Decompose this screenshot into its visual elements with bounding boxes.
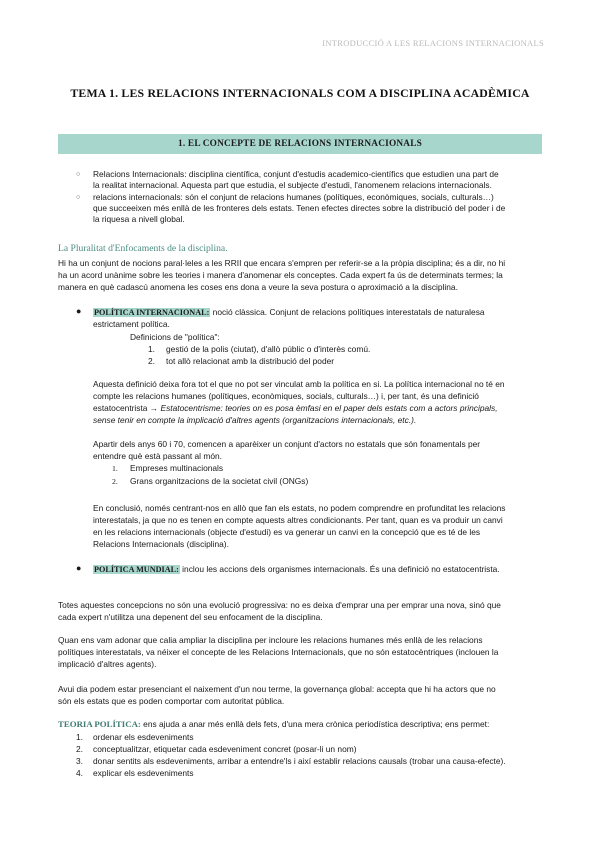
paragraph-line: Avui dia podem estar presenciant el naixement d'un nou terme, la governança global: accepta que hi ha actors que no xyxy=(58,684,496,694)
list-number: 2. xyxy=(112,477,118,486)
list-number: 1. xyxy=(112,464,118,473)
paragraph-line: manera en què cadascú anomena les coses ens dona a veure la seva postura o aproximació a la disciplina. xyxy=(58,282,458,292)
list-number: 1. xyxy=(148,344,155,354)
page-title: TEMA 1. LES RELACIONS INTERNACIONALS COM A DISCIPLINA ACADÈMICA xyxy=(70,86,530,100)
bullet-icon: ● xyxy=(76,306,82,316)
definition-line: la realitat internacional. Aquesta part que estudia, el subjecte d'estudi, l'anomenem relacions internacionals. xyxy=(93,180,492,190)
paragraph-line: En conclusió, només centrant-nos en allò que fan els estats, no podem comprendre en profunditat les relacions xyxy=(93,503,506,513)
hollow-bullet-icon: ○ xyxy=(76,194,81,201)
term-line xyxy=(58,719,489,730)
paragraph-line: són els estats que es poden comportar com autoritat pública. xyxy=(58,696,285,706)
paragraph-line: Aquesta definició deixa fora tot el que no pot ser vinculat amb la política en si. La política internacional no té en xyxy=(93,379,505,389)
list-item: ordenar els esdeveniments xyxy=(93,732,194,742)
term-label: TEORIA POLÍTICA: xyxy=(58,719,141,729)
definition-line: la riquesa a nivell global. xyxy=(93,214,185,224)
list-item: explicar els esdeveniments xyxy=(93,768,194,778)
term-highlight: POLÍTICA MUNDIAL: xyxy=(94,565,179,574)
definition-line: Relacions Internacionals: disciplina científica, conjunt d'estudis academico-científics que estudien una part de xyxy=(93,169,499,179)
paragraph-line: interestatals, ja que no es tenen en compte aquests altres condicionants. Per tant, quan es va produir un canvi xyxy=(93,515,503,525)
term-definition: ens ajuda a anar més enllà dels fets, d'una mera crònica periodística descriptiva; ens permet: xyxy=(140,719,490,729)
list-item: Empreses multinacionals xyxy=(130,463,224,473)
list-item: Grans organitzacions de la societat civil (ONGs) xyxy=(130,476,309,486)
list-number: 2. xyxy=(148,356,155,366)
paragraph-line: en les relacions internacionals (objecte d'estudi) es va generar un canvi en la concepció que es té de les xyxy=(93,527,481,537)
paragraph-line: Totes aquestes concepcions no són una evolució progressiva: no es deixa d'emprar una per emprar una nova, sinó que xyxy=(58,600,501,610)
paragraph-text: estatocentrista → xyxy=(93,403,161,413)
list-item: tot allò relacionat amb la distribució del poder xyxy=(166,356,335,366)
list-number: 2. xyxy=(76,744,83,754)
definitions-label: Definicions de "política": xyxy=(130,332,220,342)
hollow-bullet-icon: ○ xyxy=(76,171,81,178)
paragraph-line: ha un acord unànime sobre les teories i manera d'anomenar els conceptes. Cada expert fa ús de determinats termes; la xyxy=(58,270,503,280)
paragraph-line: estrictament política. xyxy=(93,319,170,329)
bullet-icon: ● xyxy=(76,563,82,573)
list-item: donar sentits als esdeveniments, arribar a entendre'ls i així establir relacions causals (trobar una causa-efecte). xyxy=(93,756,506,766)
paragraph-line: polítiques interestatals, va néixer el concepte de les Relacions Internacionals, que no són estatocèntriques (inclouen la xyxy=(58,647,499,657)
list-number: 3. xyxy=(76,756,83,766)
paragraph-line: implicació d'altres agents). xyxy=(58,659,157,669)
paragraph-line: cada expert n'utilitza una depenent del seu enfocament de la disciplina. xyxy=(58,612,323,622)
term-line xyxy=(93,307,485,318)
definition-line: que succeeixen més enllà de les fronteres dels estats. Tenen efectes directes sobre la distribució del poder i de xyxy=(93,203,506,213)
list-item: gestió de la polis (ciutat), d'allò públic o d'interès comú. xyxy=(166,344,371,354)
paragraph-line: Relacions Internacionals (disciplina). xyxy=(93,539,229,549)
paragraph-line xyxy=(93,403,498,414)
paragraph-line: Quan ens vam adonar que calia ampliar la disciplina per incloure les relacions humanes més enllà de les relacions xyxy=(58,635,483,645)
paragraph-line: compte les relacions humanes (polítiques, econòmiques, socials, culturals…) i, per tant, és una definició xyxy=(93,391,479,401)
definition-line: relacions internacionals: són el conjunt de relacions humanes (polítiques, econòmiques, socials, culturals…) xyxy=(93,192,494,202)
italic-note: sense tenir en compte la implicació d'altres agents (organitzacions internacionals, etc.). xyxy=(93,415,417,425)
italic-note: Estatocentrisme: teories on es posa èmfasi en el paper dels estats com a actors principals, xyxy=(160,403,498,413)
term-line xyxy=(93,564,500,575)
paragraph-line: entendre què està passant al món. xyxy=(93,451,222,461)
term-highlight: POLÍTICA INTERNACIONAL: xyxy=(94,308,210,317)
running-header: INTRODUCCIÓ A LES RELACIONS INTERNACIONALS xyxy=(322,38,544,48)
list-number: 4. xyxy=(76,768,83,778)
list-item: conceptualitzar, etiquetar cada esdeveniment concret (posar-li un nom) xyxy=(93,744,357,754)
term-definition: inclou les accions dels organismes internacionals. És una definició no estatocentrista. xyxy=(179,564,500,574)
paragraph-line: Hi ha un conjunt de nocions paral·leles a les RRII que encara s'empren per referir-se a la pròpia disciplina; és a dir, no hi xyxy=(58,258,506,268)
list-number: 1. xyxy=(76,732,83,742)
term-definition: noció clàssica. Conjunt de relacions polítiques interestatals de naturalesa xyxy=(210,307,485,317)
subsection-heading: La Pluralitat d'Enfocaments de la disciplina. xyxy=(58,243,228,254)
section-heading: 1. EL CONCEPTE DE RELACIONS INTERNACIONALS xyxy=(58,134,542,154)
paragraph-line: Apartir dels anys 60 i 70, comencen a aparèixer un conjunt d'actors no estatals que són fonamentals per xyxy=(93,439,481,449)
